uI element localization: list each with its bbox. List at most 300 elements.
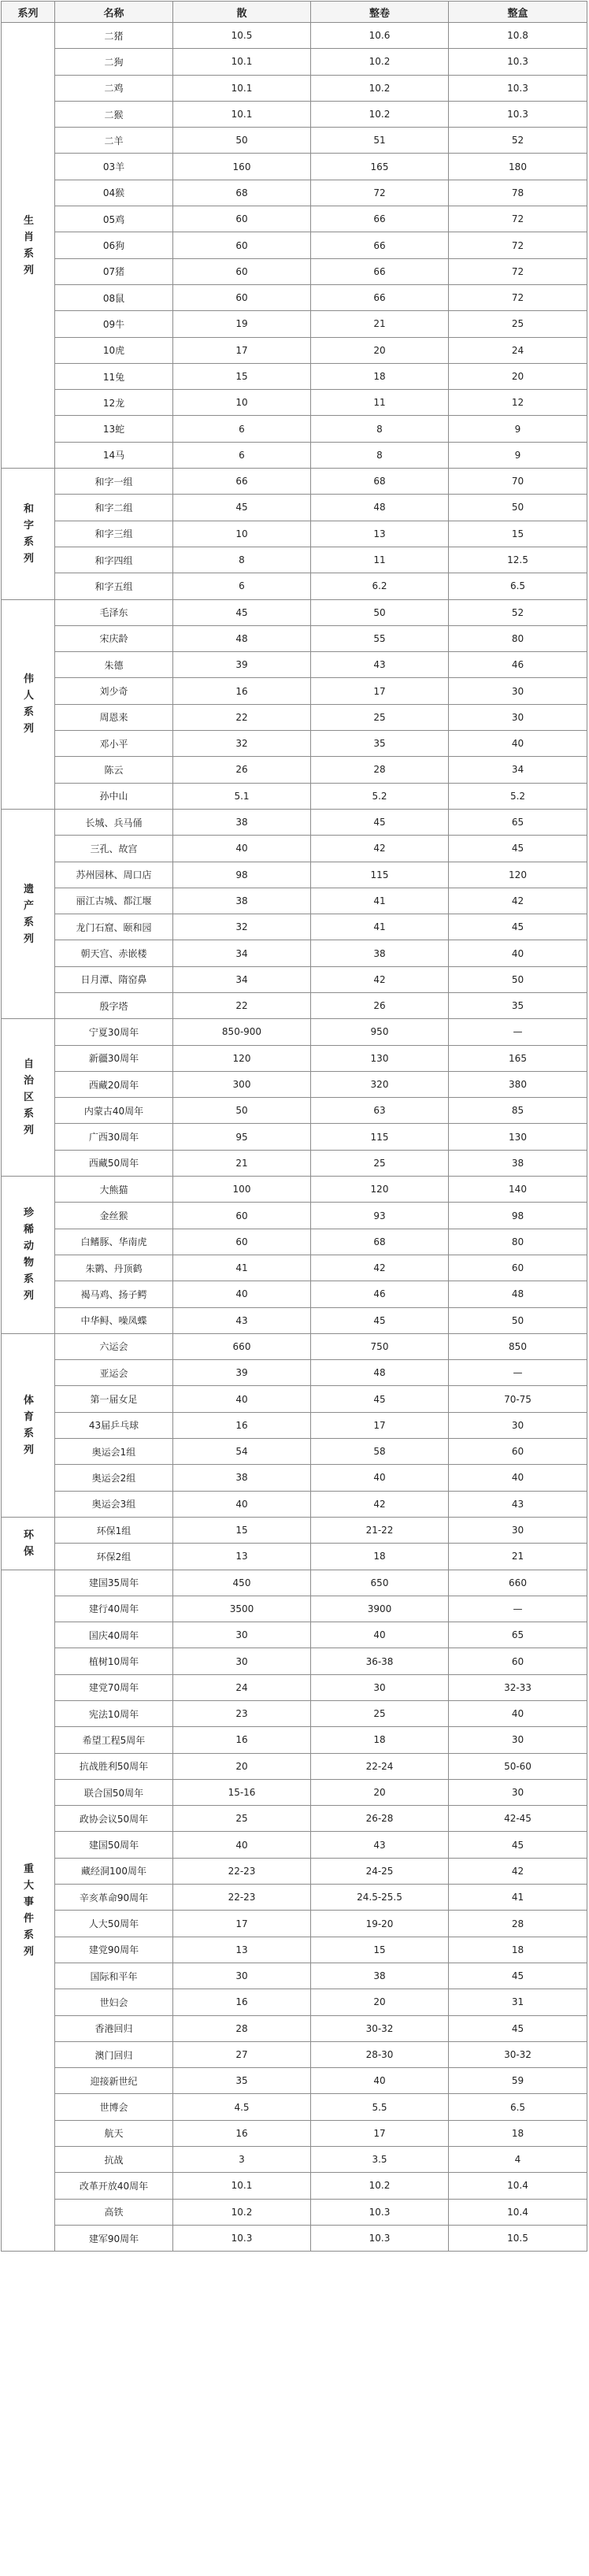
table-row (2, 1333, 587, 1359)
cell-full-sheet: 25 (311, 704, 449, 730)
cell-loose: 4.5 (173, 2094, 311, 2120)
table-row (2, 1203, 587, 1229)
cell-full-sheet: 5.2 (311, 783, 449, 809)
cell-full-box: 380 (449, 1071, 587, 1097)
cell-full-box: — (449, 1019, 587, 1045)
series-label: 生肖系列 (24, 214, 35, 276)
cell-name: 奥运会1组 (55, 1439, 173, 1465)
cell-full-box: 30 (449, 1517, 587, 1543)
cell-full-sheet: 18 (311, 1544, 449, 1570)
cell-name: 国庆40周年 (55, 1622, 173, 1648)
table-row (2, 862, 587, 888)
cell-loose: 6 (173, 442, 311, 468)
cell-full-box: 30 (449, 1412, 587, 1438)
cell-full-box: 32-33 (449, 1674, 587, 1700)
cell-loose: 40 (173, 1832, 311, 1858)
series-label: 重大事件系列 (24, 1863, 35, 1958)
cell-full-sheet: 165 (311, 154, 449, 180)
table-row (2, 1937, 587, 1963)
cell-full-sheet: 45 (311, 809, 449, 835)
cell-full-sheet: 38 (311, 940, 449, 966)
cell-name: 14马 (55, 442, 173, 468)
table-row (2, 1622, 587, 1648)
table-row (2, 966, 587, 992)
cell-loose: 17 (173, 1911, 311, 1937)
header-row (2, 2, 587, 23)
cell-full-box: 30 (449, 1779, 587, 1805)
cell-loose: 39 (173, 1360, 311, 1386)
table-row (2, 469, 587, 495)
cell-full-box: 18 (449, 1937, 587, 1963)
cell-full-box: 52 (449, 599, 587, 625)
cell-full-box: 40 (449, 1701, 587, 1727)
cell-full-box: 46 (449, 652, 587, 678)
cell-full-sheet: 950 (311, 1019, 449, 1045)
series-cell (2, 1333, 55, 1517)
cell-loose: 40 (173, 1281, 311, 1307)
table-row (2, 992, 587, 1018)
cell-full-box: 38 (449, 1150, 587, 1176)
series-label: 遗产系列 (24, 883, 35, 945)
cell-name: 大熊猫 (55, 1177, 173, 1203)
table-row (2, 757, 587, 783)
table-row (2, 258, 587, 284)
cell-full-sheet: 24.5-25.5 (311, 1885, 449, 1911)
cell-full-box: 4 (449, 2147, 587, 2173)
cell-full-box: 10.3 (449, 75, 587, 101)
cell-full-sheet: 38 (311, 1963, 449, 1989)
cell-full-box: 9 (449, 416, 587, 442)
cell-full-sheet: 115 (311, 862, 449, 888)
cell-name: 内蒙古40周年 (55, 1098, 173, 1124)
cell-full-sheet: 22-24 (311, 1753, 449, 1779)
cell-full-box: 48 (449, 1281, 587, 1307)
cell-full-box: 65 (449, 809, 587, 835)
cell-name: 陈云 (55, 757, 173, 783)
series-cell (2, 1570, 55, 2252)
cell-full-box: 10.8 (449, 23, 587, 49)
cell-full-box: 180 (449, 154, 587, 180)
cell-name: 05鸡 (55, 206, 173, 232)
cell-name: 人大50周年 (55, 1911, 173, 1937)
table-row (2, 1989, 587, 2015)
table-row (2, 1963, 587, 1989)
series-cell (2, 469, 55, 599)
table-row (2, 1360, 587, 1386)
cell-name: 西藏50周年 (55, 1150, 173, 1176)
cell-name: 环保1组 (55, 1517, 173, 1543)
cell-full-box: 52 (449, 128, 587, 154)
cell-name: 丽江古城、都江堰 (55, 888, 173, 914)
cell-name: 宪法10周年 (55, 1701, 173, 1727)
cell-full-sheet: 30-32 (311, 2015, 449, 2041)
cell-full-sheet: 11 (311, 390, 449, 416)
cell-full-box: 850 (449, 1333, 587, 1359)
cell-full-box: 45 (449, 1832, 587, 1858)
table-row (2, 284, 587, 310)
cell-name: 06狗 (55, 232, 173, 258)
cell-full-box: 42 (449, 888, 587, 914)
table-row (2, 154, 587, 180)
cell-loose: 27 (173, 2041, 311, 2067)
cell-loose: 39 (173, 652, 311, 678)
cell-name: 改革开放40周年 (55, 2173, 173, 2199)
table-row (2, 2015, 587, 2041)
cell-name: 环保2组 (55, 1544, 173, 1570)
cell-name: 澳门回归 (55, 2041, 173, 2067)
cell-loose: 15-16 (173, 1779, 311, 1805)
cell-full-box: 72 (449, 206, 587, 232)
cell-full-sheet: 42 (311, 836, 449, 862)
cell-loose: 38 (173, 888, 311, 914)
cell-loose: 50 (173, 1098, 311, 1124)
table-row (2, 2120, 587, 2146)
cell-full-sheet: 10.6 (311, 23, 449, 49)
cell-loose: 41 (173, 1255, 311, 1281)
cell-full-box: 25 (449, 311, 587, 337)
table-row (2, 888, 587, 914)
cell-full-sheet: 35 (311, 731, 449, 757)
cell-name: 褐马鸡、扬子鳄 (55, 1281, 173, 1307)
cell-loose: 30 (173, 1963, 311, 1989)
cell-full-sheet: 43 (311, 1832, 449, 1858)
cell-name: 亚运会 (55, 1360, 173, 1386)
table-row (2, 1465, 587, 1491)
cell-full-box: 72 (449, 258, 587, 284)
cell-loose: 45 (173, 599, 311, 625)
cell-full-box: 165 (449, 1045, 587, 1071)
cell-name: 香港回归 (55, 2015, 173, 2041)
table-row (2, 128, 587, 154)
cell-loose: 13 (173, 1937, 311, 1963)
header-loose: 散 (173, 2, 311, 23)
cell-full-sheet: 120 (311, 1177, 449, 1203)
cell-loose: 60 (173, 284, 311, 310)
cell-name: 12龙 (55, 390, 173, 416)
table-row (2, 311, 587, 337)
table-row (2, 521, 587, 547)
cell-loose: 40 (173, 836, 311, 862)
table-row (2, 731, 587, 757)
cell-loose: 19 (173, 311, 311, 337)
table-row (2, 2225, 587, 2251)
cell-full-box: 60 (449, 1255, 587, 1281)
cell-name: 09牛 (55, 311, 173, 337)
cell-full-box: 30 (449, 678, 587, 704)
cell-name: 04猴 (55, 180, 173, 206)
table-row (2, 49, 587, 75)
cell-name: 和字四组 (55, 547, 173, 573)
cell-loose: 10.1 (173, 101, 311, 127)
cell-name: 建行40周年 (55, 1596, 173, 1622)
cell-loose: 10.2 (173, 2199, 311, 2225)
cell-full-sheet: 10.3 (311, 2225, 449, 2251)
series-cell (2, 1019, 55, 1177)
cell-loose: 54 (173, 1439, 311, 1465)
cell-full-sheet: 115 (311, 1124, 449, 1150)
cell-name: 建党90周年 (55, 1937, 173, 1963)
cell-name: 11兔 (55, 363, 173, 389)
table-row (2, 1911, 587, 1937)
header-full-sheet: 整卷 (311, 2, 449, 23)
cell-loose: 660 (173, 1333, 311, 1359)
cell-name: 希望工程5周年 (55, 1727, 173, 1753)
cell-loose: 3 (173, 2147, 311, 2173)
table-row (2, 442, 587, 468)
series-label: 体育系列 (24, 1394, 35, 1456)
cell-full-box: 70-75 (449, 1386, 587, 1412)
cell-loose: 22-23 (173, 1885, 311, 1911)
cell-full-sheet: 63 (311, 1098, 449, 1124)
cell-full-box: 50-60 (449, 1753, 587, 1779)
table-row (2, 1544, 587, 1570)
cell-full-sheet: 24-25 (311, 1858, 449, 1884)
cell-name: 周恩来 (55, 704, 173, 730)
cell-full-box: 40 (449, 940, 587, 966)
cell-name: 世博会 (55, 2094, 173, 2120)
cell-full-sheet: 43 (311, 652, 449, 678)
cell-name: 孙中山 (55, 783, 173, 809)
cell-full-sheet: 18 (311, 363, 449, 389)
cell-name: 建国35周年 (55, 1570, 173, 1596)
cell-full-sheet: 10.2 (311, 49, 449, 75)
table-row (2, 1386, 587, 1412)
cell-name: 和字三组 (55, 521, 173, 547)
table-row (2, 1229, 587, 1255)
cell-name: 毛泽东 (55, 599, 173, 625)
table-row (2, 1570, 587, 1596)
cell-loose: 34 (173, 940, 311, 966)
cell-loose: 300 (173, 1071, 311, 1097)
cell-name: 宋庆龄 (55, 625, 173, 651)
series-cell (2, 809, 55, 1018)
cell-loose: 26 (173, 757, 311, 783)
table-row (2, 232, 587, 258)
table-row (2, 1648, 587, 1674)
cell-full-sheet: 18 (311, 1727, 449, 1753)
table-row (2, 1019, 587, 1045)
table-row (2, 1517, 587, 1543)
cell-full-box: 18 (449, 2120, 587, 2146)
cell-full-sheet: 3.5 (311, 2147, 449, 2173)
table-row (2, 1885, 587, 1911)
cell-loose: 35 (173, 2068, 311, 2094)
cell-full-sheet: 45 (311, 1386, 449, 1412)
cell-full-sheet: 17 (311, 678, 449, 704)
cell-full-sheet: 3900 (311, 1596, 449, 1622)
table-row (2, 2068, 587, 2094)
cell-loose: 10.3 (173, 2225, 311, 2251)
cell-full-sheet: 20 (311, 1779, 449, 1805)
cell-loose: 98 (173, 862, 311, 888)
cell-full-sheet: 650 (311, 1570, 449, 1596)
cell-full-box: 10.3 (449, 49, 587, 75)
cell-loose: 60 (173, 1203, 311, 1229)
cell-name: 宁夏30周年 (55, 1019, 173, 1045)
cell-loose: 60 (173, 258, 311, 284)
cell-full-box: 10.3 (449, 101, 587, 127)
header-full-box: 整盒 (449, 2, 587, 23)
table-row (2, 363, 587, 389)
cell-full-sheet: 41 (311, 914, 449, 940)
cell-full-box: 10.4 (449, 2173, 587, 2199)
table-row (2, 1832, 587, 1858)
cell-full-sheet: 28-30 (311, 2041, 449, 2067)
cell-full-box: 45 (449, 836, 587, 862)
cell-full-sheet: 19-20 (311, 1911, 449, 1937)
cell-loose: 68 (173, 180, 311, 206)
table-row (2, 914, 587, 940)
cell-full-sheet: 55 (311, 625, 449, 651)
cell-name: 西藏20周年 (55, 1071, 173, 1097)
cell-loose: 45 (173, 495, 311, 521)
series-cell (2, 1517, 55, 1570)
cell-full-box: 6.5 (449, 2094, 587, 2120)
cell-loose: 40 (173, 1491, 311, 1517)
cell-full-sheet: 15 (311, 1937, 449, 1963)
cell-loose: 28 (173, 2015, 311, 2041)
cell-loose: 60 (173, 232, 311, 258)
table-row (2, 180, 587, 206)
cell-name: 六运会 (55, 1333, 173, 1359)
series-label: 和字系列 (24, 502, 35, 565)
cell-full-box: 98 (449, 1203, 587, 1229)
cell-name: 殷字塔 (55, 992, 173, 1018)
cell-name: 藏经洞100周年 (55, 1858, 173, 1884)
cell-full-box: 24 (449, 337, 587, 363)
cell-loose: 16 (173, 678, 311, 704)
table-row (2, 495, 587, 521)
cell-name: 世妇会 (55, 1989, 173, 2015)
table-row (2, 75, 587, 101)
table-row (2, 416, 587, 442)
cell-loose: 8 (173, 547, 311, 573)
cell-loose: 15 (173, 363, 311, 389)
cell-full-box: 80 (449, 1229, 587, 1255)
table-row (2, 1045, 587, 1071)
cell-name: 13蛇 (55, 416, 173, 442)
cell-loose: 60 (173, 206, 311, 232)
cell-full-box: 10.4 (449, 2199, 587, 2225)
cell-full-sheet: 36-38 (311, 1648, 449, 1674)
cell-full-box: 34 (449, 757, 587, 783)
cell-full-sheet: 25 (311, 1701, 449, 1727)
cell-full-sheet: 26 (311, 992, 449, 1018)
table-row (2, 2173, 587, 2199)
cell-full-box: 72 (449, 284, 587, 310)
cell-full-sheet: 68 (311, 1229, 449, 1255)
table-row (2, 1596, 587, 1622)
cell-full-sheet: 68 (311, 469, 449, 495)
cell-full-box: 45 (449, 1963, 587, 1989)
table-row (2, 1177, 587, 1203)
cell-full-box: 660 (449, 1570, 587, 1596)
cell-name: 抗战 (55, 2147, 173, 2173)
cell-loose: 5.1 (173, 783, 311, 809)
cell-loose: 24 (173, 1674, 311, 1700)
table-row (2, 1150, 587, 1176)
cell-full-box: 43 (449, 1491, 587, 1517)
cell-name: 建军90周年 (55, 2225, 173, 2251)
cell-full-sheet: 750 (311, 1333, 449, 1359)
cell-full-box: 12 (449, 390, 587, 416)
cell-loose: 23 (173, 1701, 311, 1727)
table-row (2, 783, 587, 809)
table-row (2, 101, 587, 127)
cell-loose: 22-23 (173, 1858, 311, 1884)
cell-loose: 450 (173, 1570, 311, 1596)
cell-name: 邓小平 (55, 731, 173, 757)
cell-loose: 160 (173, 154, 311, 180)
cell-name: 奥运会3组 (55, 1491, 173, 1517)
cell-loose: 120 (173, 1045, 311, 1071)
cell-loose: 100 (173, 1177, 311, 1203)
table-row (2, 23, 587, 49)
cell-full-box: 21 (449, 1544, 587, 1570)
cell-loose: 95 (173, 1124, 311, 1150)
series-label: 伟人系列 (24, 673, 35, 736)
cell-loose: 66 (173, 469, 311, 495)
cell-loose: 48 (173, 625, 311, 651)
cell-full-sheet: 10.2 (311, 101, 449, 127)
cell-name: 新疆30周年 (55, 1045, 173, 1071)
cell-full-box: 130 (449, 1124, 587, 1150)
cell-full-sheet: 58 (311, 1439, 449, 1465)
cell-name: 龙门石窟、颐和园 (55, 914, 173, 940)
cell-loose: 10.1 (173, 2173, 311, 2199)
cell-name: 和字五组 (55, 573, 173, 599)
cell-name: 08鼠 (55, 284, 173, 310)
series-cell (2, 23, 55, 469)
table-row (2, 1124, 587, 1150)
cell-full-sheet: 66 (311, 258, 449, 284)
cell-name: 日月潭、隋窑鼻 (55, 966, 173, 992)
cell-name: 建党70周年 (55, 1674, 173, 1700)
cell-loose: 16 (173, 1412, 311, 1438)
table-row (2, 1412, 587, 1438)
cell-loose: 6 (173, 573, 311, 599)
table-row (2, 704, 587, 730)
cell-name: 广西30周年 (55, 1124, 173, 1150)
cell-full-sheet: 42 (311, 1491, 449, 1517)
cell-full-sheet: 50 (311, 599, 449, 625)
cell-full-box: 20 (449, 363, 587, 389)
cell-loose: 6 (173, 416, 311, 442)
cell-name: 联合国50周年 (55, 1779, 173, 1805)
table-row (2, 390, 587, 416)
cell-full-sheet: 21-22 (311, 1517, 449, 1543)
cell-name: 07猪 (55, 258, 173, 284)
table-row (2, 2199, 587, 2225)
cell-full-sheet: 17 (311, 2120, 449, 2146)
cell-full-sheet: 42 (311, 1255, 449, 1281)
table-row (2, 206, 587, 232)
cell-full-sheet: 28 (311, 757, 449, 783)
cell-full-box: 5.2 (449, 783, 587, 809)
table-row (2, 2147, 587, 2173)
cell-full-sheet: 40 (311, 1622, 449, 1648)
cell-full-sheet: 26-28 (311, 1806, 449, 1832)
cell-name: 航天 (55, 2120, 173, 2146)
cell-full-box: 60 (449, 1439, 587, 1465)
table-row (2, 1307, 587, 1333)
cell-full-sheet: 13 (311, 521, 449, 547)
cell-name: 朝天宫、赤嵌楼 (55, 940, 173, 966)
cell-full-sheet: 40 (311, 1465, 449, 1491)
series-label: 自治区系列 (24, 1058, 35, 1137)
series-cell (2, 1177, 55, 1334)
table-row (2, 678, 587, 704)
